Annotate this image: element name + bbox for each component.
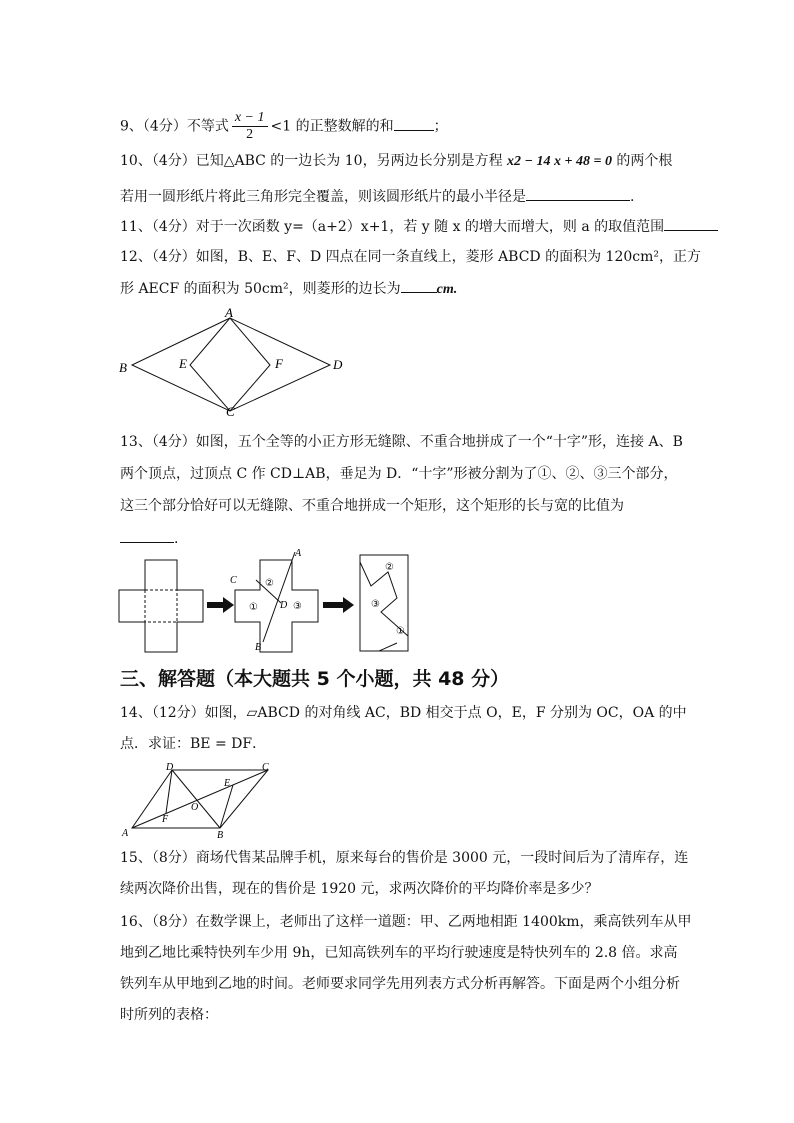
q10-text-b: 的两个根 [611, 153, 673, 169]
label-b: B [217, 830, 224, 841]
question-15-line-1 [120, 849, 688, 867]
label-e: E [179, 356, 187, 371]
q13-line1-text: 13、（4分）如图，五个全等的小正方形无缝隙、不重合地拼成了一个“十字”形，连接 A、B [120, 434, 683, 450]
q12-line2-text: 形 AECF 的面积为 50cm²，则菱形的边长为 [120, 281, 401, 297]
circle-1: ① [249, 602, 258, 613]
q16-line2-text: 地到乙地比乘特快列车少用 9h，已知高铁列车的平均行驶速度是特快列车的 2.8 倍。求高 [120, 945, 678, 961]
label-a: A [295, 548, 302, 559]
q9-suffix: <1 的正整数解的和 [270, 118, 394, 135]
label-f: F [162, 814, 169, 825]
question-12-line-2 [120, 278, 457, 299]
arrow-icon-1 [207, 597, 234, 613]
question-14-line-2 [120, 735, 266, 753]
rect-circle-2: ② [385, 562, 394, 573]
q13-end: . [174, 531, 179, 547]
q10-end: . [630, 189, 635, 205]
label-o: O [191, 802, 199, 813]
label-d: D [166, 762, 174, 773]
question-16-line-3 [120, 975, 680, 993]
question-9 [120, 110, 448, 143]
label-b: B [255, 642, 262, 653]
q16-line3-text: 铁列车从甲地到乙地的时间。老师要求同学先用列表方式分析再解答。下面是两个小组分析 [120, 976, 680, 992]
q10-line2-text: 若用一圆形纸片将此三角形完全覆盖，则该圆形纸片的最小半径是 [120, 189, 526, 205]
q9-end: ； [433, 118, 448, 135]
question-13-line-3 [120, 497, 624, 515]
q11-text: 11、（4分）对于一次函数 y=（a+2）x+1，若 y 随 x 的增大而增大，则 a 的取值范围 [120, 219, 665, 235]
q11-answer-blank[interactable] [664, 216, 718, 231]
q14-parallelogram-figure [120, 760, 280, 840]
q9-prefix: 9、（4分）不等式 [120, 118, 229, 135]
label-c: C [230, 575, 237, 586]
q12-line1-text: 12、（4分）如图，B、E、F、D 四点在同一条直线上，菱形 ABCD 的面积为 120cm²，正方 [120, 249, 702, 265]
label-c: C [226, 404, 235, 419]
q10-equation: x2 − 14 x + 48 = 0 [507, 154, 612, 169]
question-15-line-2 [120, 880, 599, 898]
cross-shape-1 [119, 560, 203, 652]
q16-line1-text: 16、（8分）在数学课上，老师出了这样一道题：甲、乙两地相距 1400km，乘高铁列车从甲 [120, 914, 692, 930]
label-a: A [122, 828, 129, 839]
label-f: F [275, 356, 283, 371]
q9-fraction [232, 110, 268, 143]
question-11 [120, 216, 718, 236]
rectangle-shape [360, 555, 408, 651]
q14-line2-text: 点．求证：BE = DF． [120, 736, 267, 752]
question-10-line-1 [120, 152, 672, 171]
question-12-line-1 [120, 248, 701, 266]
q13-line3-text: 这三个部分恰好可以无缝隙、不重合地拼成一个矩形，这个矩形的长与宽的比值为 [120, 498, 624, 514]
section-3-heading: 三、解答题（本大题共 5 个小题，共 48 分） [120, 668, 510, 690]
question-16-line-1 [120, 913, 692, 931]
q10-answer-blank[interactable] [526, 186, 630, 201]
rect-circle-3: ③ [371, 599, 380, 610]
rect-circle-1: ① [396, 626, 405, 637]
q9-frac-denominator: 2 [246, 127, 254, 142]
q12-answer-blank[interactable] [401, 278, 437, 293]
q13-answer-blank[interactable] [120, 528, 174, 543]
circle-3: ③ [293, 601, 302, 612]
q9-answer-blank[interactable] [394, 116, 434, 131]
cross-shape-2 [230, 548, 318, 653]
question-16-line-4 [120, 1006, 218, 1024]
q10-text-a: 10、（4分）已知△ABC 的一边长为 10，另两边长分别是方程 [120, 153, 508, 169]
label-d: D [280, 600, 288, 611]
q13-line2-text: 两个顶点，过顶点 C 作 CD⊥AB，垂足为 D．“十字”形被分割为了①、②、③三个部分， [120, 466, 678, 482]
question-13-line-1 [120, 433, 683, 451]
label-d: D [333, 357, 343, 372]
question-16-line-2 [120, 944, 678, 962]
question-13-line-2 [120, 465, 678, 483]
label-e: E [224, 778, 231, 789]
question-13-line-4 [120, 528, 178, 548]
circle-2: ② [265, 578, 274, 589]
question-14-line-1 [120, 704, 687, 722]
q12-rhombus-figure [115, 305, 345, 420]
q16-line4-text: 时所列的表格： [120, 1007, 218, 1023]
q14-line1-text: 14、（12分）如图，▱ABCD 的对角线 AC，BD 相交于点 O，E，F 分别为 OC，OA 的中 [120, 705, 687, 721]
question-10-line-2 [120, 186, 634, 206]
label-c: C [262, 762, 269, 773]
arrow-icon-2 [323, 597, 354, 613]
label-b: B [119, 360, 127, 375]
q13-cross-figure [115, 550, 415, 660]
rhombus-abcd [132, 318, 330, 411]
q12-unit: cm. [436, 282, 458, 297]
label-a: A [225, 305, 233, 320]
q15-line2-text: 续两次降价出售，现在的售价是 1920 元，求两次降价的平均降价率是多少？ [120, 881, 599, 897]
q15-line1-text: 15、（8分）商场代售某品牌手机，原来每台的售价是 3000 元，一段时间后为了清库存，连 [120, 850, 689, 866]
q9-frac-numerator: x − 1 [232, 110, 268, 127]
